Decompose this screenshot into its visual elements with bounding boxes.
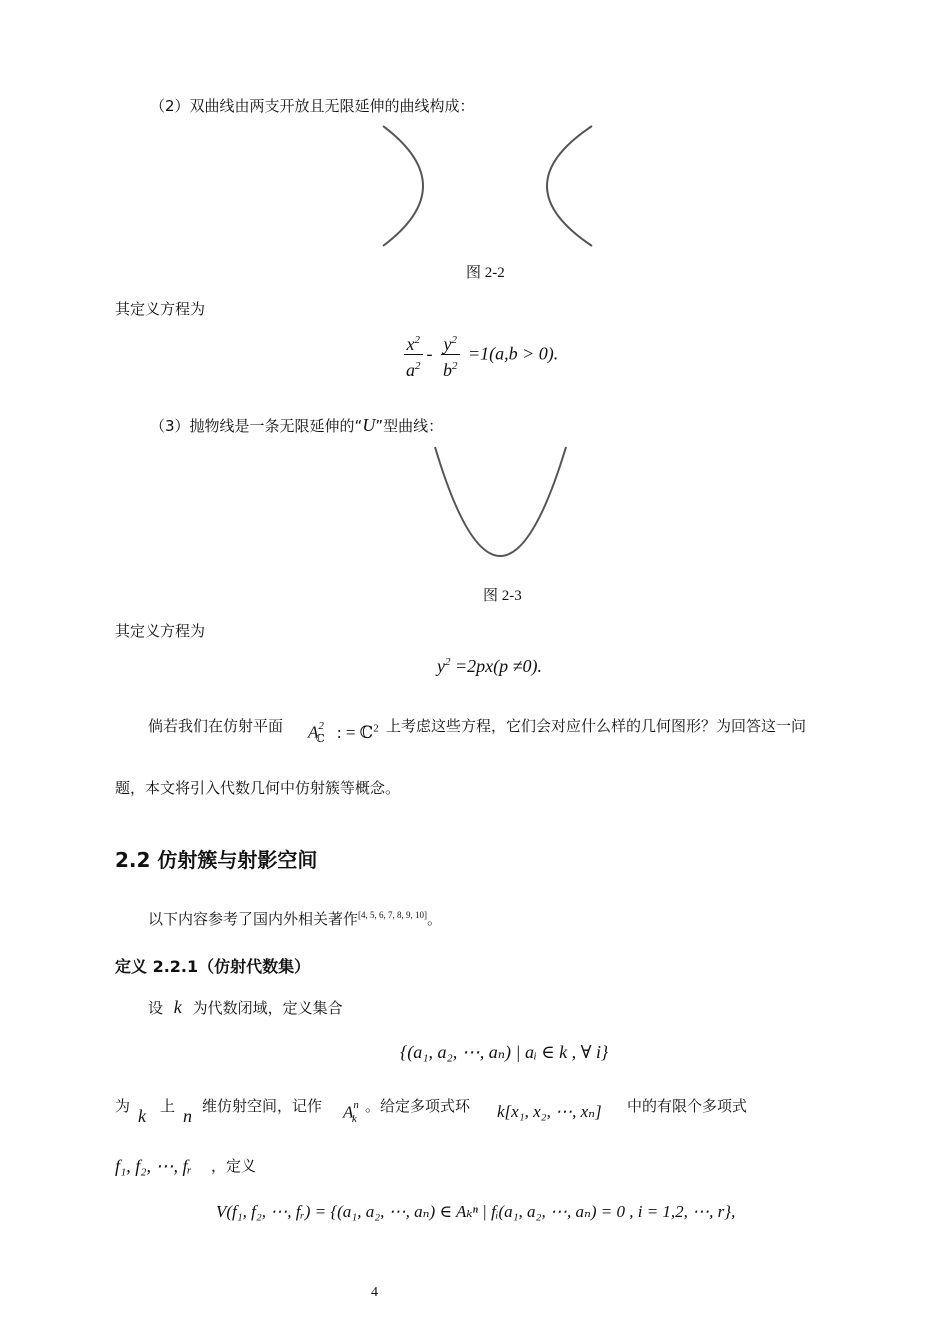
paragraph-line-2: 题，本文将引入代数几何中仿射簇等概念。 <box>115 779 401 797</box>
polynomial-define-text: ，定义 <box>211 1157 257 1175</box>
reference-end: 。 <box>427 910 443 928</box>
item3-text-post: ”型曲线： <box>375 417 444 435</box>
section-heading: 2.2 仿射簇与射影空间 <box>115 848 318 872</box>
item3-u-symbol: U <box>362 415 376 435</box>
parabola-equation-tail: =2px(p ≠0). <box>455 656 543 676</box>
hyperbola-figure <box>375 120 595 252</box>
line-symbol-n: n <box>183 1106 192 1126</box>
paragraph-line-1-post: 上考虑这些方程，它们会对应什么样的几何图形？为回答这一问 <box>386 717 807 735</box>
hyperbola-equation-tail: =1(a,b > 0). <box>468 343 559 364</box>
polynomial-line-end: 中的有限个多项式 <box>627 1097 748 1115</box>
reference-line <box>148 905 442 929</box>
definition-equation-label-1: 其定义方程为 <box>115 300 206 318</box>
affine-space-notation: $A^n_k$ <box>343 1099 359 1126</box>
line-symbol-k: k <box>138 1106 146 1126</box>
affine-space-line-mid: 维仿射空间，记作 <box>202 1097 323 1115</box>
item3-text-pre: （3）抛物线是一条无限延伸的“ <box>150 417 363 435</box>
item3-text <box>150 415 443 436</box>
polynomial-ring-line-pre: 。给定多项式环 <box>365 1097 471 1115</box>
parabola-curve <box>435 447 566 556</box>
definition-line-1-pre: 设 <box>148 999 164 1017</box>
hyperbola-right-branch <box>547 126 592 246</box>
item2-text: （2）双曲线由两支开放且无限延伸的曲线构成： <box>150 97 475 115</box>
polynomial-list: f₁, f₂, ⋯, fᵣ <box>115 1156 192 1176</box>
affine-variety-definition: V(f₁, f₂, ⋯, fᵣ) = {(a₁, a₂, ⋯, aₙ) ∈ Aₖⁿ | fᵢ(a₁, a₂, ⋯, aₙ) = 0 , i = 1,2, ⋯, r}, <box>216 1202 736 1221</box>
affine-space-line-shang: 上 <box>160 1097 176 1115</box>
figure-2-3-caption: 图 2-3 <box>483 588 522 604</box>
parabola-equation: $y^2 =2px(p \ne 0)$. <box>437 656 543 676</box>
reference-text: 以下内容参考了国内外相关著作 <box>148 910 359 928</box>
definition-line-1-post: 为代数闭域，定义集合 <box>192 999 343 1017</box>
polynomial-ring-expression: k[x₁, x₂, ⋯, xₙ] <box>497 1102 602 1121</box>
hyperbola-equation: $\frac{x^2}{a^2}$ - $\frac{y^2}{b^2}$ =1(a,b > 0). <box>400 330 558 381</box>
affine-plane-notation: $A^2_ℂ$ : = ℂ$^2$ <box>308 720 379 746</box>
field-symbol-k: k <box>173 997 182 1017</box>
affine-space-set-expression: {(a₁, a₂, ⋯, aₙ) | aᵢ ∈ k , ∀ i} <box>400 1042 609 1062</box>
reference-citation: [4, 5, 6, 7, 8, 9, 10] <box>358 910 428 920</box>
figure-2-2-caption: 图 2-2 <box>466 265 505 281</box>
affine-space-line-wei: 为 <box>115 1097 131 1115</box>
parabola-figure <box>430 445 570 575</box>
definition-line-1 <box>148 997 343 1018</box>
definition-title: 定义 2.2.1（仿射代数集） <box>115 957 311 976</box>
page-number: 4 <box>371 1285 378 1300</box>
paragraph-line-1-pre: 倘若我们在仿射平面 <box>148 717 284 735</box>
definition-equation-label-2: 其定义方程为 <box>115 622 206 640</box>
hyperbola-left-branch <box>383 126 423 246</box>
